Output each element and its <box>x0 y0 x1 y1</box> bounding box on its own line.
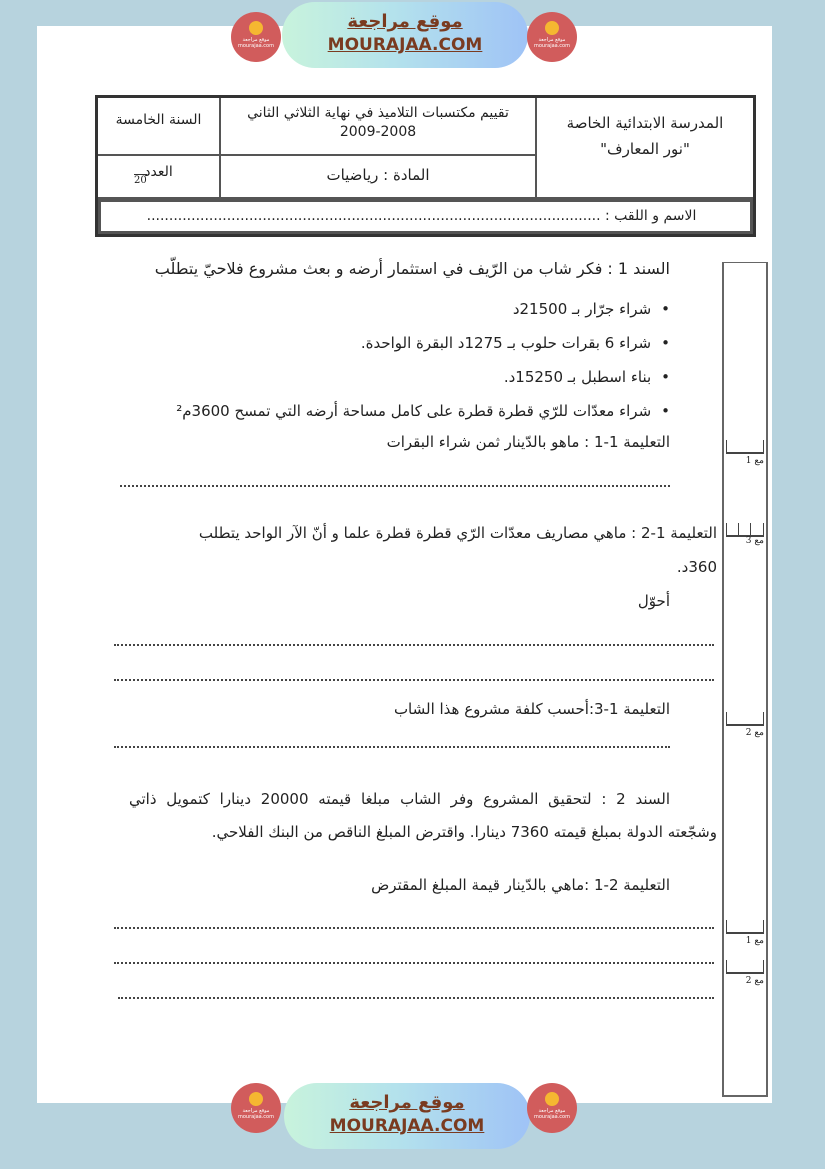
watermark-title-en: MOURAJAA.COM <box>329 1116 485 1136</box>
grade-mark: مع 2 <box>726 960 764 986</box>
logo-icon <box>249 1092 263 1106</box>
bracket-icon <box>726 920 764 934</box>
answer-line[interactable] <box>114 962 714 964</box>
logo-badge-left-top: موقع مراجعة mourajaa.com <box>231 12 281 62</box>
answer-line[interactable] <box>120 485 670 487</box>
watermark-banner-top[interactable] <box>282 2 528 68</box>
convert-label: أحوّل <box>637 592 670 610</box>
school-name-cell: المدرسة الابتدائية الخاصة "نور المعارف" <box>537 98 753 199</box>
watermark-banner-bottom[interactable] <box>284 1083 530 1149</box>
evaluation-title-cell: تقييم مكتسبات التلاميذ في نهاية الثلاثي الثاني 2009-2008 <box>219 98 537 156</box>
list-item: • شراء معدّات للرّي قطرة قطرة على كامل مساحة أرضه التي تمسح 3600م² <box>176 394 670 428</box>
bracket-icon <box>726 960 764 974</box>
answer-line[interactable] <box>114 679 714 681</box>
answer-line[interactable] <box>114 746 670 748</box>
section2-intro-2: وشجّعته الدولة بمبلغ قيمته 7360 دينارا. واقترض المبلغ الناقص من البنك الفلاحي. <box>211 823 717 841</box>
bracket-icon <box>726 712 764 726</box>
task-1-2-cont: 360د. <box>676 558 717 576</box>
score-cell <box>98 156 219 199</box>
watermark-title-ar: موقع مراجعة <box>347 11 463 32</box>
subject-cell: المادة : رياضيات <box>219 156 537 199</box>
section1-items <box>176 292 670 428</box>
section2-intro-1: السند 2 : لتحقيق المشروع وفر الشاب مبلغا قيمته 20000 دينارا كتمويل ذاتي <box>128 790 670 808</box>
grade-mark: مع 3 <box>745 536 764 546</box>
score-label: العدد <box>144 164 173 180</box>
score-total: 20 <box>134 175 147 186</box>
task-2-1: التعليمة 2-1 :ماهي بالدّينار قيمة المبلغ المقترض <box>371 876 670 894</box>
logo-badge-right-bottom: موقع مراجعة mourajaa.com <box>527 1083 577 1133</box>
logo-icon <box>545 1092 559 1106</box>
list-item: • شراء 6 بقرات حلوب بـ 1275د البقرة الواحدة. <box>176 326 670 360</box>
grade-cell: السنة الخامسة <box>98 98 219 156</box>
logo-badge-right-top: موقع مراجعة mourajaa.com <box>527 12 577 62</box>
logo-badge-left-bottom: موقع مراجعة mourajaa.com <box>231 1083 281 1133</box>
list-item: • شراء جرّار بـ 21500د <box>176 292 670 326</box>
logo-icon <box>545 21 559 35</box>
student-name-field[interactable]: الاسم و اللقب : ...................................................................................................... <box>98 199 753 234</box>
exam-header-table <box>95 95 756 237</box>
task-1-2: التعليمة 1-2 : ماهي مصاريف معدّات الرّي قطرة قطرة علما و أنّ الآر الواحد يتطلب <box>198 524 717 542</box>
answer-line[interactable] <box>114 644 714 646</box>
bracket-icon <box>726 440 764 454</box>
watermark-title-ar: موقع مراجعة <box>349 1092 465 1113</box>
task-1-3: التعليمة 1-3:أحسب كلفة مشروع هذا الشاب <box>393 700 670 718</box>
watermark-title-en: MOURAJAA.COM <box>327 35 483 55</box>
grade-mark: مع 1 <box>726 440 764 466</box>
school-year: 2009-2008 <box>339 124 417 140</box>
answer-line[interactable] <box>114 927 714 929</box>
logo-icon <box>249 21 263 35</box>
task-1-1: التعليمة 1-1 : ماهو بالدّينار ثمن شراء البقرات <box>386 433 670 451</box>
answer-line[interactable] <box>118 997 714 999</box>
grade-mark: مع 1 <box>726 920 764 946</box>
grade-mark: مع 2 <box>726 712 764 738</box>
section1-intro: السند 1 : فكر شاب من الرّيف في استثمار أرضه و بعث مشروع فلاحيّ يتطلّب <box>154 259 670 278</box>
list-item: • بناء اسطبل بـ 15250د. <box>176 360 670 394</box>
